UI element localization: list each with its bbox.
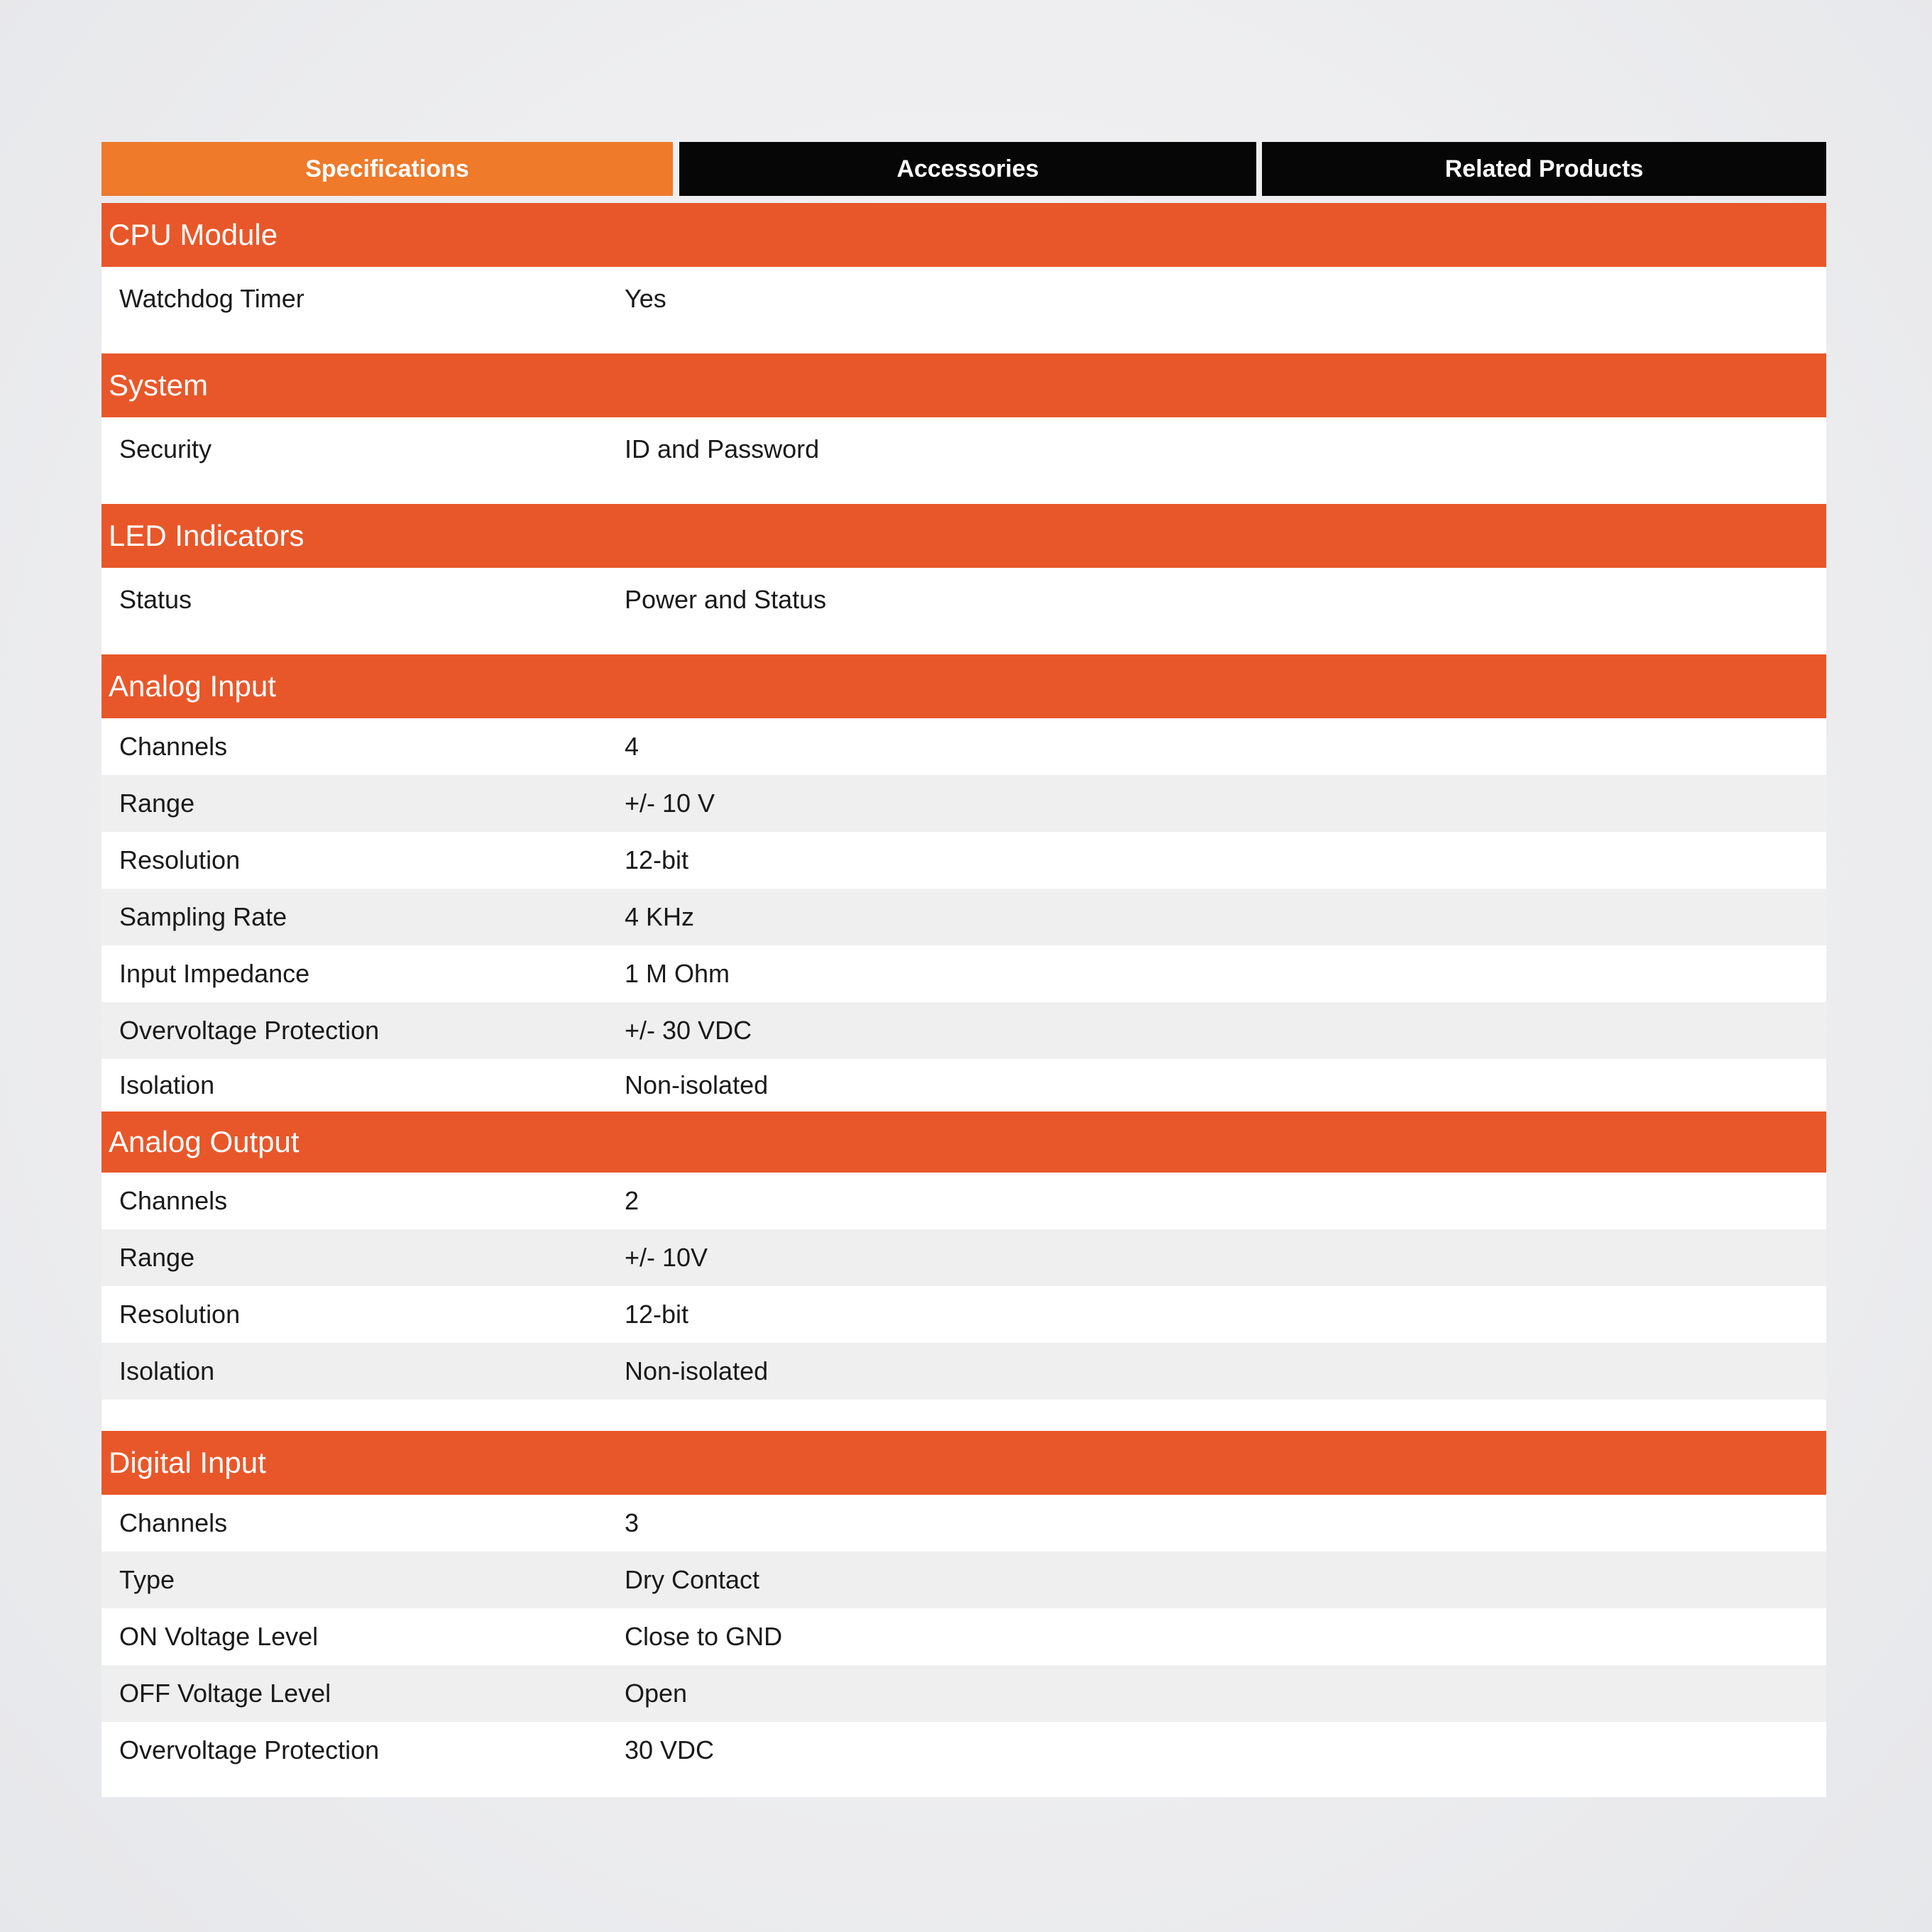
- section-cpu-module: [101, 203, 1826, 353]
- spec-label: Range: [119, 1243, 195, 1272]
- section-spacer: [101, 1779, 1826, 1797]
- table-row: [101, 945, 1826, 1002]
- spec-value: 3: [625, 1508, 640, 1537]
- spec-label: Channels: [119, 1508, 228, 1537]
- section-spacer: [101, 1400, 1826, 1431]
- spec-value: 12-bit: [625, 845, 689, 874]
- spec-value: Yes: [625, 284, 666, 313]
- spec-label: OFF Voltage Level: [119, 1679, 331, 1708]
- table-row: [101, 832, 1826, 889]
- table-row: [101, 1286, 1826, 1343]
- table-row: [101, 1002, 1826, 1059]
- tab-accessories[interactable]: Accessories: [679, 142, 1256, 196]
- spec-value: Non-isolated: [625, 1070, 769, 1099]
- table-row: [101, 775, 1826, 832]
- table-row: [101, 889, 1826, 945]
- spec-label: Sampling Rate: [119, 902, 287, 931]
- section-digital-input: [101, 1431, 1826, 1797]
- table-row: [101, 267, 1826, 353]
- spec-label: Overvoltage Protection: [119, 1016, 380, 1045]
- spec-label: Overvoltage Protection: [119, 1735, 380, 1764]
- spec-label: Type: [119, 1565, 175, 1594]
- table-row: [101, 1173, 1826, 1229]
- table-row: [101, 1343, 1826, 1400]
- spec-label: Channels: [119, 1186, 228, 1215]
- spec-label: Resolution: [119, 845, 241, 874]
- table-row: [101, 568, 1826, 654]
- table-row: [101, 1722, 1826, 1779]
- section-led-indicators: [101, 504, 1826, 654]
- spec-label: Resolution: [119, 1300, 241, 1329]
- spec-label: Status: [119, 585, 192, 614]
- spec-value: +/- 10V: [625, 1243, 708, 1272]
- specifications-table: [101, 203, 1826, 1797]
- spec-label: Isolation: [119, 1356, 215, 1385]
- spec-value: Power and Status: [625, 585, 827, 614]
- section-header: Analog Input: [101, 654, 1826, 718]
- table-row: [101, 1552, 1826, 1608]
- section-header: CPU Module: [101, 203, 1826, 267]
- section-header: System: [101, 353, 1826, 417]
- table-row: [101, 1665, 1826, 1722]
- spec-label: Channels: [119, 732, 228, 761]
- spec-value: Open: [625, 1679, 688, 1708]
- spec-value: 4 KHz: [625, 902, 695, 931]
- spec-value: +/- 10 V: [625, 789, 715, 818]
- spec-value: 4: [625, 732, 640, 761]
- table-row: [101, 417, 1826, 504]
- section-analog-input: [101, 654, 1826, 1112]
- spec-label: Watchdog Timer: [119, 284, 304, 313]
- tab-bar: [101, 142, 1826, 196]
- spec-label: Security: [119, 434, 212, 463]
- spec-value: +/- 30 VDC: [625, 1016, 752, 1045]
- spec-value: Dry Contact: [625, 1565, 760, 1594]
- table-row: [101, 1229, 1826, 1286]
- table-row: [101, 1495, 1826, 1552]
- spec-value: 30 VDC: [625, 1735, 715, 1764]
- spec-label: Isolation: [119, 1070, 215, 1099]
- spec-label: Range: [119, 789, 195, 818]
- table-row: [101, 718, 1826, 775]
- spec-label: ON Voltage Level: [119, 1622, 319, 1651]
- spec-value: 1 M Ohm: [625, 959, 730, 988]
- tab-specifications[interactable]: Specifications: [101, 142, 673, 196]
- section-header: LED Indicators: [101, 504, 1826, 568]
- spec-value: ID and Password: [625, 434, 820, 463]
- section-analog-output: [101, 1112, 1826, 1431]
- spec-value: 2: [625, 1186, 640, 1215]
- tab-related-products[interactable]: Related Products: [1262, 142, 1826, 196]
- spec-label: Input Impedance: [119, 959, 310, 988]
- section-header: Digital Input: [101, 1431, 1826, 1495]
- section-header: Analog Output: [101, 1112, 1826, 1173]
- spec-value: Non-isolated: [625, 1356, 769, 1385]
- table-row: [101, 1059, 1826, 1112]
- spec-value: Close to GND: [625, 1622, 783, 1651]
- section-system: [101, 353, 1826, 504]
- table-row: [101, 1608, 1826, 1665]
- spec-value: 12-bit: [625, 1300, 689, 1329]
